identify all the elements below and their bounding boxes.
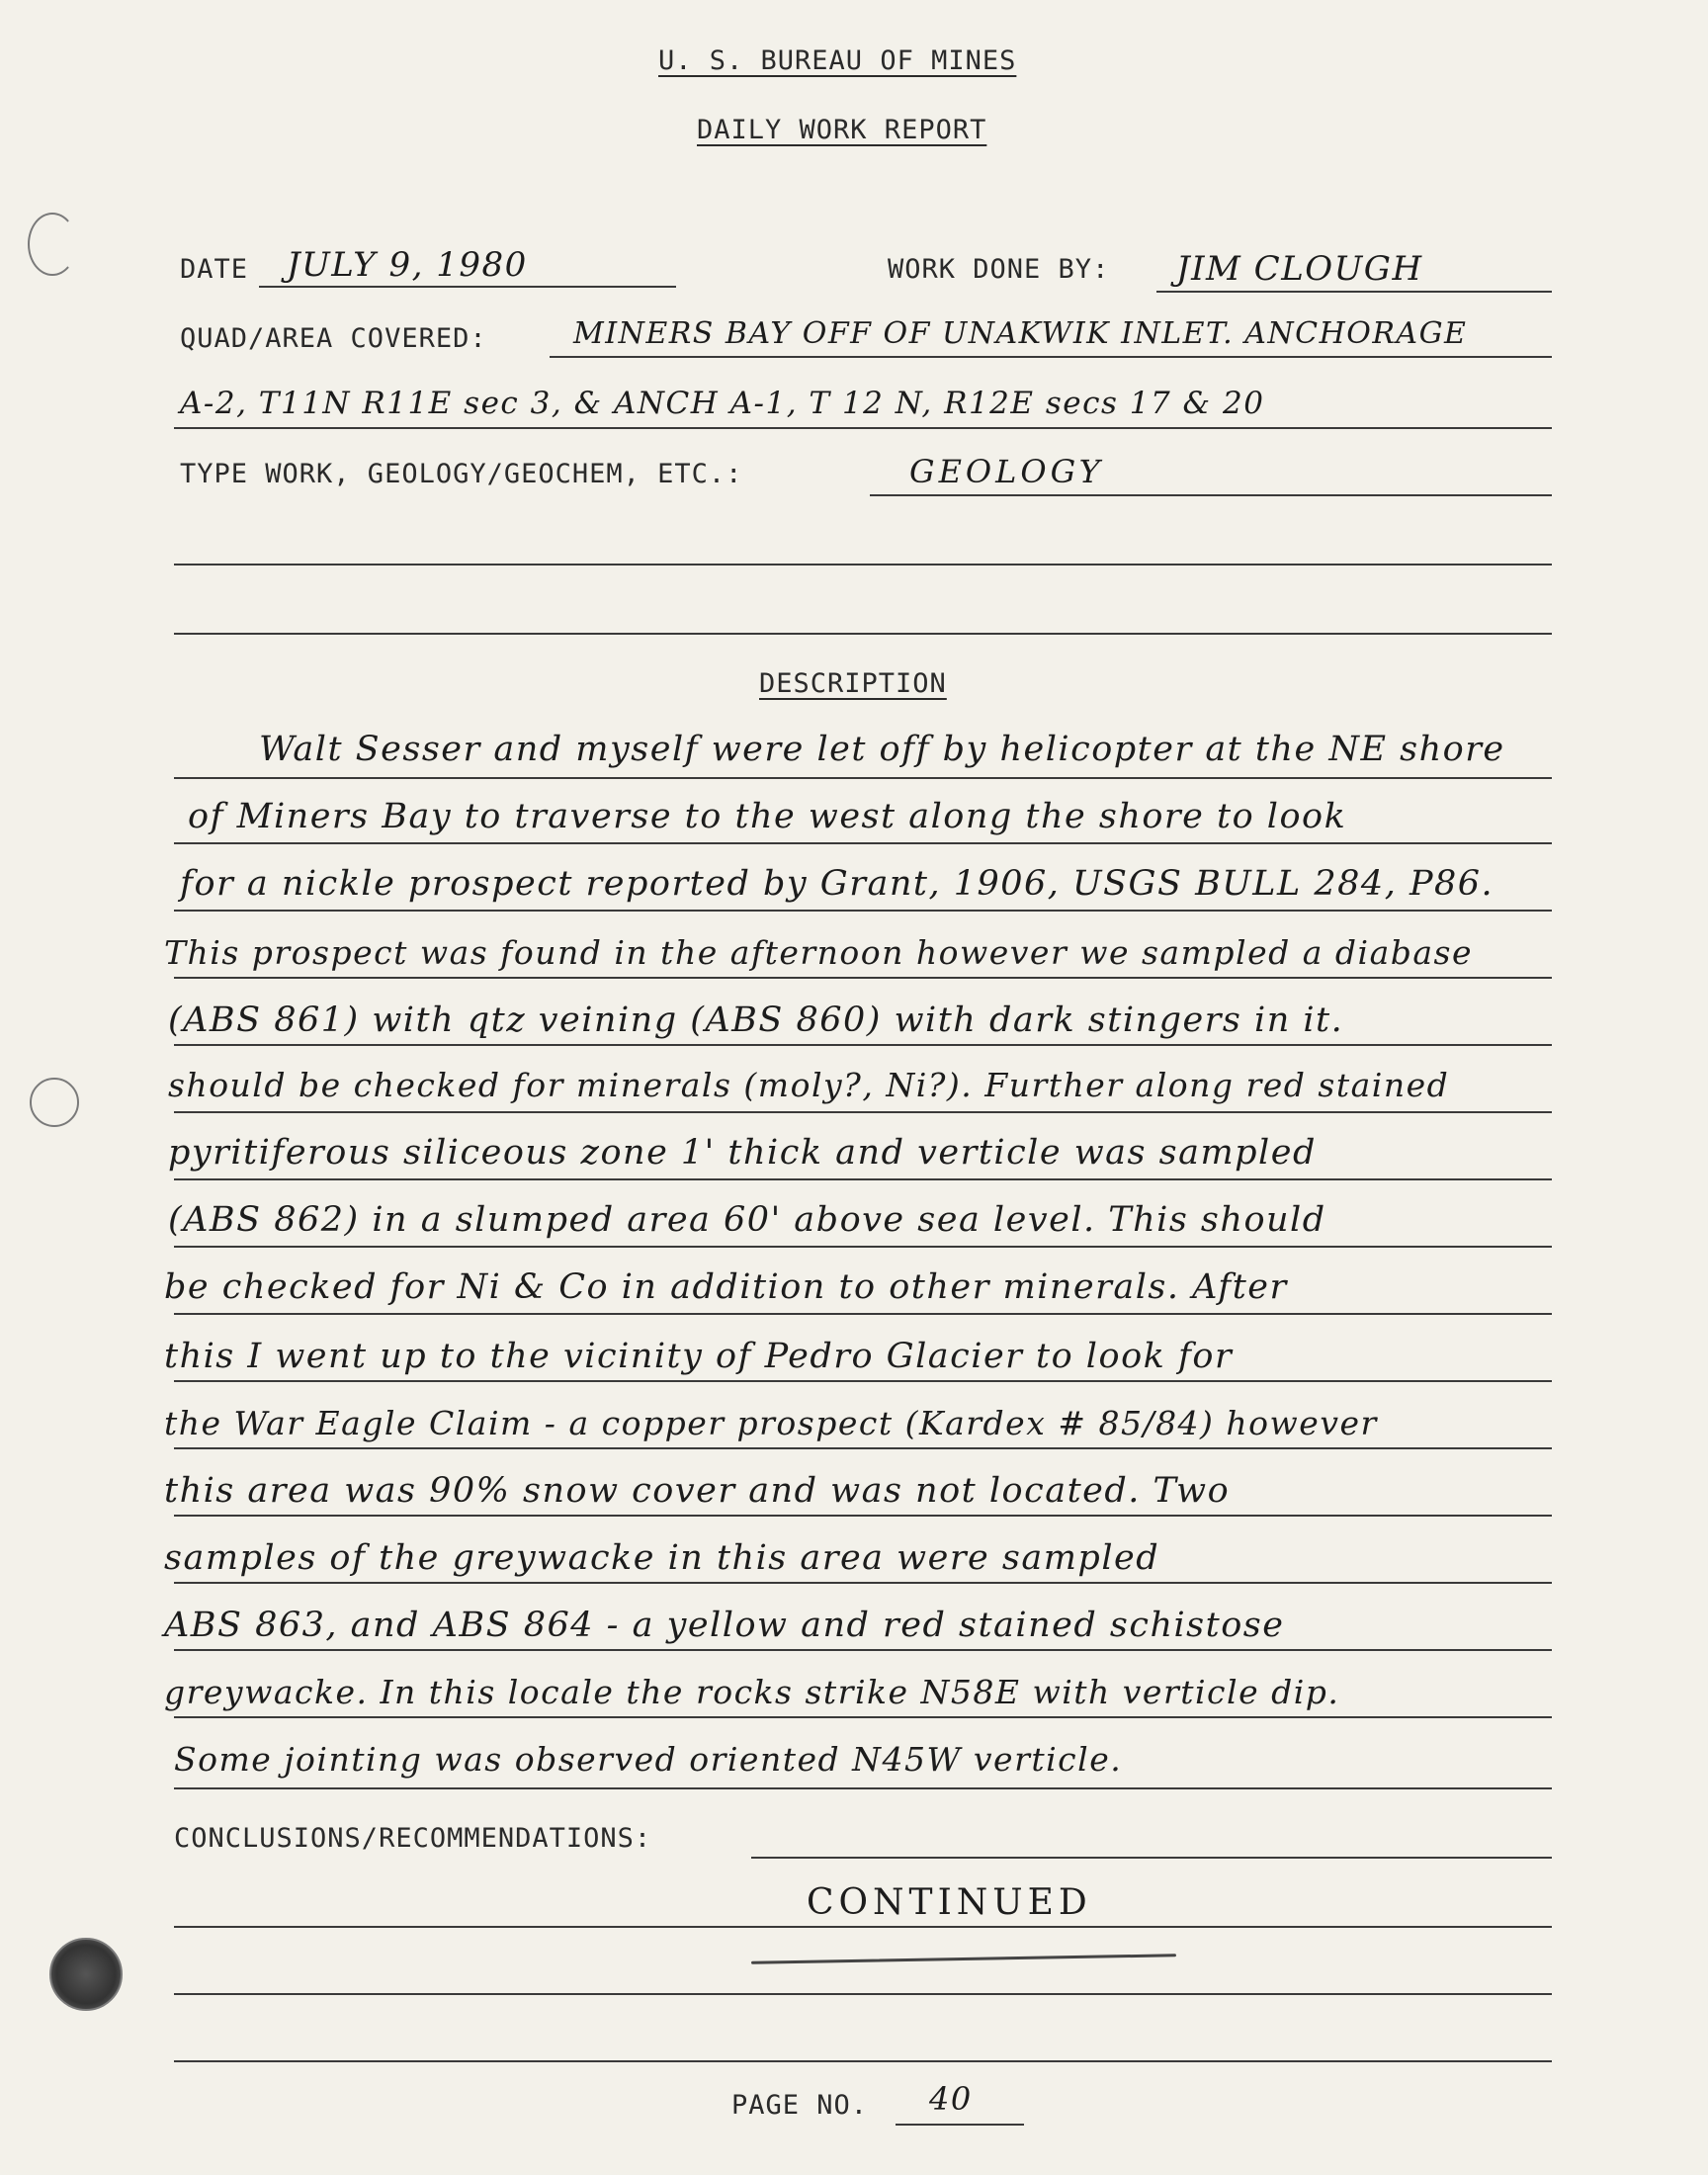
- type-value: GEOLOGY: [909, 453, 1104, 490]
- punch-hole-top: [28, 213, 77, 276]
- description-line: this area was 90% snow cover and was not located. Two: [164, 1471, 1231, 1511]
- conclusions-rule-1: [174, 1926, 1552, 1928]
- description-line: Walt Sesser and myself were let off by helicopter at the NE shore: [259, 730, 1505, 769]
- description-rule: [174, 1447, 1552, 1449]
- blank-rule-2: [174, 633, 1552, 635]
- description-rule: [174, 1044, 1552, 1046]
- page-number-rule: [896, 2124, 1024, 2126]
- description-line: (ABS 861) with qtz veining (ABS 860) with dark stingers in it.: [168, 1000, 1344, 1040]
- punch-hole-middle: [30, 1078, 79, 1127]
- description-rule: [174, 1649, 1552, 1651]
- page-number-label: PAGE NO.: [731, 2090, 869, 2121]
- conclusions-rule-0: [751, 1857, 1552, 1859]
- conclusions-rule-2: [174, 1993, 1552, 1995]
- description-line: greywacke. In this locale the rocks strike N58E with verticle dip.: [164, 1673, 1340, 1711]
- date-rule: [259, 286, 676, 288]
- blank-rule-1: [174, 564, 1552, 566]
- description-line: pyritiferous siliceous zone 1' thick and verticle was sampled: [168, 1133, 1317, 1173]
- conclusions-rule-3: [174, 2060, 1552, 2062]
- conclusions-value: CONTINUED: [807, 1882, 1092, 1923]
- description-heading: DESCRIPTION: [759, 668, 947, 699]
- description-line: samples of the greywacke in this area were sampled: [164, 1538, 1160, 1578]
- description-rule: [174, 842, 1552, 844]
- description-rule: [174, 1111, 1552, 1113]
- work-by-value: JIM CLOUGH: [1176, 249, 1423, 289]
- description-line: of Miners Bay to traverse to the west along the shore to look: [188, 797, 1347, 836]
- description-rule: [174, 977, 1552, 979]
- conclusions-label: CONCLUSIONS/RECOMMENDATIONS:: [174, 1823, 652, 1854]
- description-rule: [174, 1178, 1552, 1180]
- type-rule: [870, 494, 1552, 496]
- page-number-value: 40: [929, 2080, 973, 2118]
- description-rule: [174, 1515, 1552, 1517]
- description-line: the War Eagle Claim - a copper prospect (Kardex # 85/84) however: [164, 1404, 1378, 1442]
- quad-rule-1: [550, 356, 1552, 358]
- description-rule: [174, 1716, 1552, 1718]
- description-line: This prospect was found in the afternoon however we sampled a diabase: [164, 933, 1474, 972]
- description-line: for a nickle prospect reported by Grant, 1906, USGS BULL 284, P86.: [180, 864, 1494, 904]
- description-rule: [174, 1787, 1552, 1789]
- description-rule: [174, 1582, 1552, 1584]
- quad-value-line1: MINERS BAY OFF OF UNAKWIK INLET. ANCHORAGE: [573, 316, 1468, 351]
- quad-value-line2: A-2, T11N R11E sec 3, & ANCH A-1, T 12 N, R12E secs 17 & 20: [180, 386, 1265, 421]
- continued-flourish: [751, 1954, 1176, 1964]
- type-label: TYPE WORK, GEOLOGY/GEOCHEM, ETC.:: [180, 459, 743, 489]
- description-rule: [174, 1313, 1552, 1315]
- description-line: ABS 863, and ABS 864 - a yellow and red stained schistose: [164, 1606, 1285, 1645]
- date-value: JULY 9, 1980: [287, 245, 528, 285]
- description-line: Some jointing was observed oriented N45W verticle.: [174, 1740, 1123, 1779]
- quad-label: QUAD/AREA COVERED:: [180, 323, 487, 354]
- quad-rule-2: [174, 427, 1552, 429]
- description-line: this I went up to the vicinity of Pedro Glacier to look for: [164, 1337, 1234, 1376]
- description-rule: [174, 910, 1552, 912]
- work-by-rule: [1156, 291, 1552, 293]
- description-rule: [174, 1380, 1552, 1382]
- description-line: should be checked for minerals (moly?, Ni?). Further along red stained: [168, 1066, 1450, 1104]
- description-rule: [174, 1246, 1552, 1248]
- punch-hole-bottom: [49, 1938, 123, 2011]
- work-by-label: WORK DONE BY:: [888, 254, 1110, 285]
- report-title: DAILY WORK REPORT: [697, 115, 987, 145]
- description-line: be checked for Ni & Co in addition to other minerals. After: [164, 1267, 1288, 1307]
- agency-title: U. S. BUREAU OF MINES: [658, 45, 1017, 76]
- date-label: DATE: [180, 254, 249, 285]
- description-line: (ABS 862) in a slumped area 60' above sea level. This should: [168, 1200, 1326, 1240]
- description-rule: [174, 777, 1552, 779]
